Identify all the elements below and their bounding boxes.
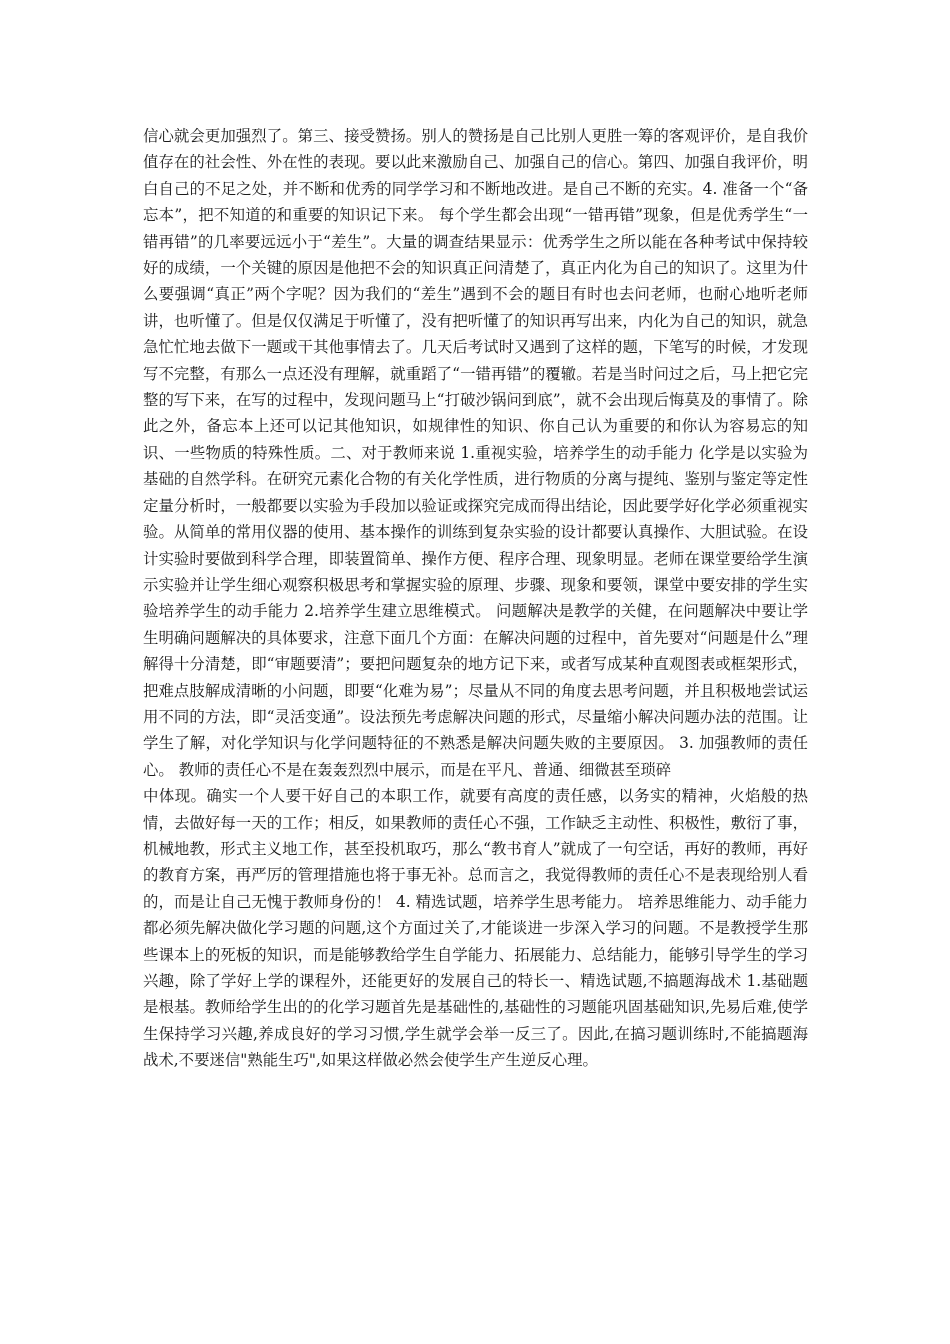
- body-text: [143, 123, 808, 1074]
- paragraph-1: 信心就会更加强烈了。第三、接受赞扬。别人的赞扬是自己比别人更胜一筹的客观评价，是自我价值存在的社会性、外在性的表现。要以此来激励自己、加强自己的信心。第四、加强自我评价，明白自己的不足之处，并不断和优秀的同学学习和不断地改进。是自己不断的充实。4. 准备一个“备忘本”，把不知道的和重要的知识记下来。 每个学生都会出现“一错再错”现象，但是优秀学生“一错再错”的几率要远远小于“差生”。大量的调查结果显示：优秀学生之所以能在各种考试中保持较好的成绩，一个关键的原因是他把不会的知识真正问清楚了，真正内化为自己的知识了。这里为什么要强调“真正”两个字呢？因为我们的“差生”遇到不会的题目有时也去问老师，也耐心地听老师讲，也听懂了。但是仅仅满足于听懂了，没有把听懂了的知识再写出来，内化为自己的知识，就急急忙忙地去做下一题或干其他事情去了。几天后考试时又遇到了这样的题，下笔写的时候，才发现写不完整，有那么一点还没有理解，就重蹈了“一错再错”的覆辙。若是当时问过之后，马上把它完整的写下来，在写的过程中，发现问题马上“打破沙锅问到底”，就不会出现后悔莫及的事情了。除此之外，备忘本上还可以记其他知识，如规律性的知识、你自己认为重要的和你认为容易忘的知识、一些物质的特殊性质。二、对于教师来说 1.重视实验，培养学生的动手能力 化学是以实验为基础的自然学科。在研究元素化合物的有关化学性质，进行物质的分离与提纯、鉴别与鉴定等定性定量分析时，一般都要以实验为手段加以验证或探究完成而得出结论，因此要学好化学必须重视实验。从简单的常用仪器的使用、基本操作的训练到复杂实验的设计都要认真操作、大胆试验。在设计实验时要做到科学合理，即装置简单、操作方便、程序合理、现象明显。老师在课堂要给学生演示实验并让学生细心观察积极思考和掌握实验的原理、步骤、现象和要领，课堂中要安排的学生实验培养学生的动手能力 2.培养学生建立思维模式。 问题解决是教学的关健，在问题解决中要让学生明确问题解决的具体要求，注意下面几个方面：在解决问题的过程中，首先要对“问题是什么”理解得十分清楚，即“审题要清”；要把问题复杂的地方记下来，或者写成某种直观图表或框架形式，把难点肢解成清晰的小问题，即要“化难为易”；尽量从不同的角度去思考问题，并且积极地尝试运用不同的方法，即“灵活变通”。设法预先考虑解决问题的形式，尽量缩小解决问题办法的范围。让学生了解，对化学知识与化学问题特征的不熟悉是解决问题失败的主要原因。 3. 加强教师的责任心。 教师的责任心不是在轰轰烈烈中展示，而是在平凡、普通、细微甚至琐碎: [143, 127, 808, 779]
- paragraph-2: 中体现。确实一个人要干好自己的本职工作，就要有高度的责任感，以务实的精神，火焰般的热情，去做好每一天的工作；相反，如果教师的责任心不强，工作缺乏主动性、积极性，敷衍了事，机械地教，形式主义地工作，甚至投机取巧，那么“教书育人”就成了一句空话，再好的教师，再好的教育方案，再严厉的管理措施也将于事无补。总而言之，我觉得教师的责任心不是表现给别人看的，而是让自己无愧于教师身份的！ 4. 精选试题，培养学生思考能力。 培养思维能力、动手能力都必须先解决做化学习题的问题,这个方面过关了,才能谈进一步深入学习的问题。不是教授学生那些课本上的死板的知识，而是能够教给学生自学能力、拓展能力、总结能力，能够引导学生的学习兴趣，除了学好上学的课程外，还能更好的发展自己的特长一、精选试题,不搞题海战术 1.基础题是根基。教师给学生出的的化学习题首先是基础性的,基础性的习题能巩固基础知识,先易后难,使学生保持学习兴趣,养成良好的学习习惯,学生就学会举一反三了。因此,在搞习题训练时,不能搞题海战术,不要迷信"熟能生巧",如果这样做必然会使学生产生逆反心理。: [143, 787, 808, 1070]
